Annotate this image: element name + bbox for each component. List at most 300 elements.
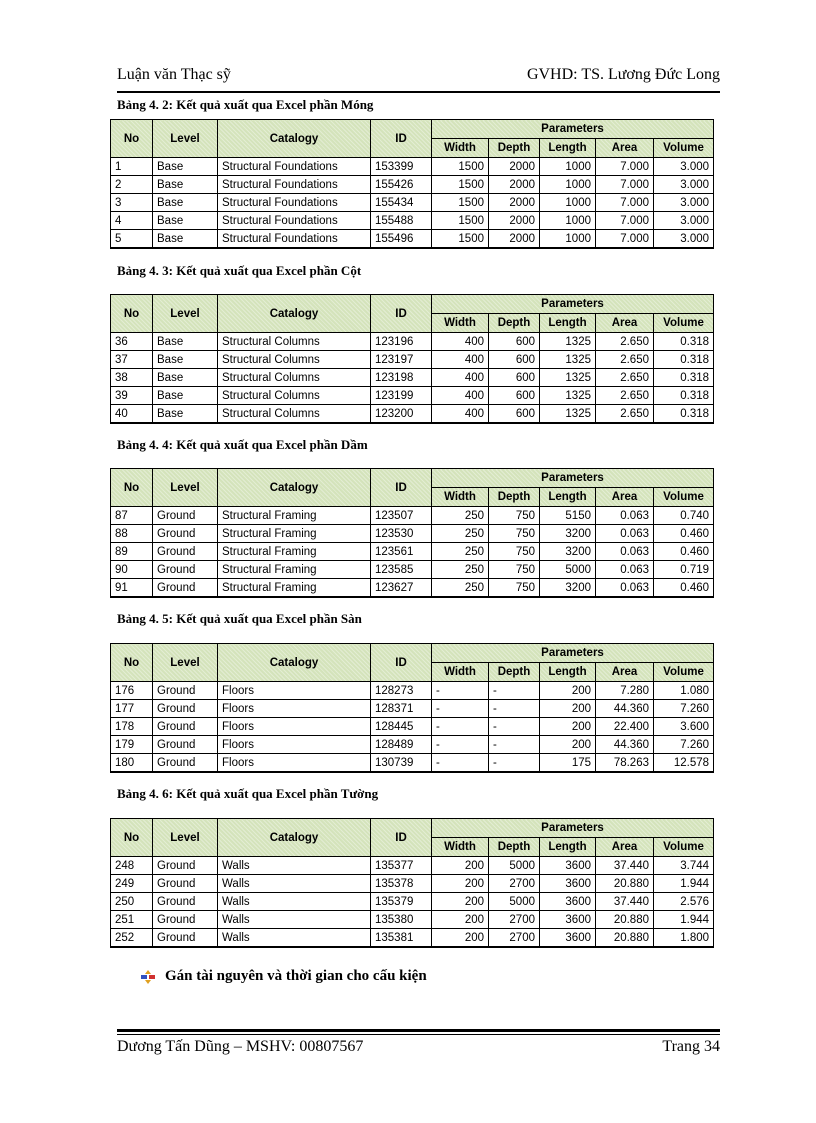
table-cell: Structural Framing bbox=[218, 543, 371, 561]
table-cell: 3600 bbox=[540, 875, 596, 893]
table-cell: 600 bbox=[489, 351, 540, 369]
table-cell: 4 bbox=[111, 212, 153, 230]
column-header-length: Length bbox=[540, 838, 596, 857]
table-cell: 0.740 bbox=[654, 507, 714, 525]
column-header-area: Area bbox=[596, 139, 654, 158]
table-cell: 5000 bbox=[489, 893, 540, 911]
table-cell: 1000 bbox=[540, 176, 596, 194]
table-cell: 20.880 bbox=[596, 911, 654, 929]
table-cell: 3200 bbox=[540, 579, 596, 598]
table-cell: 3600 bbox=[540, 893, 596, 911]
table-cell: 400 bbox=[432, 387, 489, 405]
table-cell: Base bbox=[153, 158, 218, 176]
table-cell: 2.650 bbox=[596, 369, 654, 387]
table-cell: 7.000 bbox=[596, 230, 654, 249]
header-advisor: GVHD: TS. Lương Đức Long bbox=[526, 66, 720, 83]
table-cell: 5 bbox=[111, 230, 153, 249]
table-row bbox=[111, 507, 714, 525]
table-cell: 1500 bbox=[432, 176, 489, 194]
results-table bbox=[110, 643, 714, 773]
table-row bbox=[111, 857, 714, 875]
table-cell: 1325 bbox=[540, 387, 596, 405]
table-cell: 3200 bbox=[540, 543, 596, 561]
table-cell: 38 bbox=[111, 369, 153, 387]
table-cell: - bbox=[489, 754, 540, 773]
table-cell: Ground bbox=[153, 579, 218, 598]
column-header-level: Level bbox=[153, 469, 218, 507]
table-cell: 153399 bbox=[371, 158, 432, 176]
column-header-parameters: Parameters bbox=[432, 469, 714, 488]
table-row bbox=[111, 525, 714, 543]
table-cell: 78.263 bbox=[596, 754, 654, 773]
table-cell: Base bbox=[153, 405, 218, 424]
table-cell: 1.080 bbox=[654, 682, 714, 700]
table-cell: 2000 bbox=[489, 212, 540, 230]
table-cell: 123199 bbox=[371, 387, 432, 405]
table-cell: 400 bbox=[432, 333, 489, 351]
table-cell: 750 bbox=[489, 543, 540, 561]
table-cell: 600 bbox=[489, 333, 540, 351]
table-cell: Walls bbox=[218, 893, 371, 911]
table-cell: 180 bbox=[111, 754, 153, 773]
column-header-id: ID bbox=[371, 120, 432, 158]
table-cell: 250 bbox=[432, 543, 489, 561]
table-cell: Ground bbox=[153, 893, 218, 911]
table-caption: Bảng 4. 6: Kết quả xuất qua Excel phần Tường bbox=[117, 786, 379, 801]
column-header-area: Area bbox=[596, 488, 654, 507]
table-cell: 135378 bbox=[371, 875, 432, 893]
table-cell: 1000 bbox=[540, 212, 596, 230]
table-row bbox=[111, 212, 714, 230]
table-cell: 39 bbox=[111, 387, 153, 405]
table-cell: 130739 bbox=[371, 754, 432, 773]
table-cell: Base bbox=[153, 387, 218, 405]
column-header-length: Length bbox=[540, 314, 596, 333]
table-cell: Structural Foundations bbox=[218, 176, 371, 194]
table-cell: 249 bbox=[111, 875, 153, 893]
table-cell: 2000 bbox=[489, 158, 540, 176]
table-cell: 123561 bbox=[371, 543, 432, 561]
table-cell: 3.000 bbox=[654, 230, 714, 249]
table-cell: 155496 bbox=[371, 230, 432, 249]
table-cell: 248 bbox=[111, 857, 153, 875]
table-cell: 7.280 bbox=[596, 682, 654, 700]
table-cell: 0.063 bbox=[596, 561, 654, 579]
column-header-area: Area bbox=[596, 314, 654, 333]
column-header-volume: Volume bbox=[654, 488, 714, 507]
column-header-width: Width bbox=[432, 314, 489, 333]
table-cell: Structural Columns bbox=[218, 333, 371, 351]
table-cell: 400 bbox=[432, 351, 489, 369]
table-cell: 0.460 bbox=[654, 525, 714, 543]
table-cell: 128371 bbox=[371, 700, 432, 718]
table-cell: 0.318 bbox=[654, 333, 714, 351]
table-cell: 200 bbox=[432, 929, 489, 948]
table-cell: 5000 bbox=[540, 561, 596, 579]
table-caption: Bảng 4. 3: Kết quả xuất qua Excel phần Cột bbox=[117, 263, 362, 278]
table-row bbox=[111, 579, 714, 598]
table-row bbox=[111, 736, 714, 754]
column-header-volume: Volume bbox=[654, 663, 714, 682]
table-cell: 1500 bbox=[432, 212, 489, 230]
column-header-area: Area bbox=[596, 663, 654, 682]
table-row bbox=[111, 718, 714, 736]
table-row bbox=[111, 387, 714, 405]
column-header-depth: Depth bbox=[489, 488, 540, 507]
table-cell: Structural Columns bbox=[218, 387, 371, 405]
column-header-level: Level bbox=[153, 120, 218, 158]
table-caption: Bảng 4. 5: Kết quả xuất qua Excel phần Sàn bbox=[117, 611, 362, 626]
column-header-width: Width bbox=[432, 838, 489, 857]
table-row bbox=[111, 333, 714, 351]
table-cell: 600 bbox=[489, 369, 540, 387]
column-header-depth: Depth bbox=[489, 139, 540, 158]
table-cell: 200 bbox=[432, 875, 489, 893]
column-header-no: No bbox=[111, 469, 153, 507]
table-cell: Structural Columns bbox=[218, 369, 371, 387]
table-cell: 0.063 bbox=[596, 579, 654, 598]
table-cell: 88 bbox=[111, 525, 153, 543]
table-cell: 5150 bbox=[540, 507, 596, 525]
table-cell: Floors bbox=[218, 682, 371, 700]
table-cell: 7.000 bbox=[596, 212, 654, 230]
table-cell: 7.260 bbox=[654, 736, 714, 754]
table-cell: 87 bbox=[111, 507, 153, 525]
column-header-level: Level bbox=[153, 819, 218, 857]
table-row bbox=[111, 700, 714, 718]
column-header-parameters: Parameters bbox=[432, 819, 714, 838]
table-row bbox=[111, 405, 714, 424]
table-cell: 3 bbox=[111, 194, 153, 212]
table-cell: 750 bbox=[489, 579, 540, 598]
table-cell: 0.719 bbox=[654, 561, 714, 579]
footer-rule-thick bbox=[117, 1029, 720, 1032]
table-cell: 2.650 bbox=[596, 405, 654, 424]
table-cell: 1325 bbox=[540, 333, 596, 351]
table-cell: - bbox=[432, 754, 489, 773]
table-cell: Structural Columns bbox=[218, 351, 371, 369]
table-cell: 3600 bbox=[540, 929, 596, 948]
table-cell: 200 bbox=[432, 857, 489, 875]
table-cell: 3200 bbox=[540, 525, 596, 543]
table-cell: 155426 bbox=[371, 176, 432, 194]
table-cell: Ground bbox=[153, 507, 218, 525]
column-header-id: ID bbox=[371, 819, 432, 857]
table-cell: 123196 bbox=[371, 333, 432, 351]
table-cell: 123198 bbox=[371, 369, 432, 387]
table-cell: 128273 bbox=[371, 682, 432, 700]
column-header-level: Level bbox=[153, 295, 218, 333]
table-cell: 89 bbox=[111, 543, 153, 561]
table-cell: 3.000 bbox=[654, 212, 714, 230]
table-cell: 176 bbox=[111, 682, 153, 700]
column-header-width: Width bbox=[432, 663, 489, 682]
table-cell: 0.318 bbox=[654, 369, 714, 387]
table-cell: Walls bbox=[218, 929, 371, 948]
table-cell: 12.578 bbox=[654, 754, 714, 773]
table-cell: - bbox=[489, 700, 540, 718]
header-thesis-title: Luận văn Thạc sỹ bbox=[117, 66, 231, 83]
table-cell: 0.318 bbox=[654, 405, 714, 424]
table-row bbox=[111, 875, 714, 893]
table-cell: 3.000 bbox=[654, 194, 714, 212]
table-cell: 1.944 bbox=[654, 875, 714, 893]
table-cell: - bbox=[432, 718, 489, 736]
table-cell: 1500 bbox=[432, 158, 489, 176]
table-cell: 600 bbox=[489, 387, 540, 405]
table-cell: Structural Foundations bbox=[218, 212, 371, 230]
table-cell: 2 bbox=[111, 176, 153, 194]
table-cell: 5000 bbox=[489, 857, 540, 875]
table-cell: Structural Foundations bbox=[218, 194, 371, 212]
column-header-catalogy: Catalogy bbox=[218, 120, 371, 158]
table-cell: 1500 bbox=[432, 194, 489, 212]
table-cell: 40 bbox=[111, 405, 153, 424]
table-cell: 20.880 bbox=[596, 929, 654, 948]
table-cell: Structural Foundations bbox=[218, 230, 371, 249]
table-cell: 1500 bbox=[432, 230, 489, 249]
table-cell: Base bbox=[153, 230, 218, 249]
table-row bbox=[111, 543, 714, 561]
table-cell: 1000 bbox=[540, 158, 596, 176]
table-cell: 179 bbox=[111, 736, 153, 754]
table-cell: 2.576 bbox=[654, 893, 714, 911]
table-cell: 1325 bbox=[540, 351, 596, 369]
table-cell: Ground bbox=[153, 682, 218, 700]
table-cell: Base bbox=[153, 351, 218, 369]
table-cell: 750 bbox=[489, 507, 540, 525]
column-header-no: No bbox=[111, 819, 153, 857]
table-cell: 36 bbox=[111, 333, 153, 351]
table-row bbox=[111, 158, 714, 176]
column-header-depth: Depth bbox=[489, 314, 540, 333]
table-cell: Base bbox=[153, 333, 218, 351]
table-cell: 1 bbox=[111, 158, 153, 176]
table-cell: 3600 bbox=[540, 857, 596, 875]
table-cell: 250 bbox=[432, 525, 489, 543]
column-header-volume: Volume bbox=[654, 314, 714, 333]
table-cell: 400 bbox=[432, 405, 489, 424]
bullet-icon bbox=[140, 969, 156, 985]
column-header-volume: Volume bbox=[654, 838, 714, 857]
column-header-id: ID bbox=[371, 295, 432, 333]
table-cell: Ground bbox=[153, 700, 218, 718]
table-cell: 135381 bbox=[371, 929, 432, 948]
table-cell: 3.000 bbox=[654, 176, 714, 194]
table-cell: 37.440 bbox=[596, 857, 654, 875]
table-cell: 178 bbox=[111, 718, 153, 736]
table-cell: 1.800 bbox=[654, 929, 714, 948]
table-cell: 135379 bbox=[371, 893, 432, 911]
column-header-catalogy: Catalogy bbox=[218, 819, 371, 857]
table-cell: Base bbox=[153, 212, 218, 230]
column-header-length: Length bbox=[540, 663, 596, 682]
column-header-id: ID bbox=[371, 644, 432, 682]
table-cell: 0.460 bbox=[654, 579, 714, 598]
table-cell: Ground bbox=[153, 561, 218, 579]
column-header-volume: Volume bbox=[654, 139, 714, 158]
table-cell: - bbox=[432, 682, 489, 700]
column-header-parameters: Parameters bbox=[432, 120, 714, 139]
table-cell: 7.000 bbox=[596, 194, 654, 212]
table-row bbox=[111, 682, 714, 700]
table-cell: 7.260 bbox=[654, 700, 714, 718]
table-cell: 0.063 bbox=[596, 525, 654, 543]
table-row bbox=[111, 929, 714, 948]
table-cell: Base bbox=[153, 369, 218, 387]
column-header-no: No bbox=[111, 295, 153, 333]
table-cell: 0.318 bbox=[654, 351, 714, 369]
table-cell: 200 bbox=[432, 893, 489, 911]
table-cell: Ground bbox=[153, 525, 218, 543]
table-cell: Floors bbox=[218, 700, 371, 718]
column-header-no: No bbox=[111, 644, 153, 682]
table-caption: Bảng 4. 4: Kết quả xuất qua Excel phần Dầm bbox=[117, 437, 368, 452]
table-cell: 175 bbox=[540, 754, 596, 773]
column-header-catalogy: Catalogy bbox=[218, 469, 371, 507]
table-cell: Base bbox=[153, 194, 218, 212]
table-cell: 2000 bbox=[489, 194, 540, 212]
table-cell: - bbox=[489, 736, 540, 754]
column-header-length: Length bbox=[540, 139, 596, 158]
table-cell: 1325 bbox=[540, 405, 596, 424]
table-cell: 200 bbox=[432, 911, 489, 929]
table-cell: 750 bbox=[489, 525, 540, 543]
results-table bbox=[110, 818, 714, 948]
column-header-catalogy: Catalogy bbox=[218, 644, 371, 682]
table-cell: 123627 bbox=[371, 579, 432, 598]
table-row bbox=[111, 194, 714, 212]
table-cell: 3600 bbox=[540, 911, 596, 929]
table-cell: - bbox=[432, 736, 489, 754]
table-cell: 250 bbox=[432, 507, 489, 525]
table-cell: 2000 bbox=[489, 230, 540, 249]
table-cell: 0.063 bbox=[596, 507, 654, 525]
table-cell: Walls bbox=[218, 857, 371, 875]
table-cell: 600 bbox=[489, 405, 540, 424]
table-row bbox=[111, 230, 714, 249]
table-cell: 37.440 bbox=[596, 893, 654, 911]
table-row bbox=[111, 351, 714, 369]
table-cell: Structural Columns bbox=[218, 405, 371, 424]
table-cell: 44.360 bbox=[596, 700, 654, 718]
results-table bbox=[110, 119, 714, 249]
footer-rule-thin bbox=[117, 1034, 720, 1035]
column-header-parameters: Parameters bbox=[432, 295, 714, 314]
table-cell: Ground bbox=[153, 736, 218, 754]
table-cell: Floors bbox=[218, 754, 371, 773]
table-caption: Bảng 4. 2: Kết quả xuất qua Excel phần Móng bbox=[117, 97, 374, 112]
column-header-width: Width bbox=[432, 139, 489, 158]
table-cell: 200 bbox=[540, 682, 596, 700]
column-header-catalogy: Catalogy bbox=[218, 295, 371, 333]
column-header-length: Length bbox=[540, 488, 596, 507]
table-cell: 123585 bbox=[371, 561, 432, 579]
bullet-heading: Gán tài nguyên và thời gian cho cấu kiện bbox=[165, 968, 427, 984]
footer-page-number: Trang 34 bbox=[662, 1038, 720, 1055]
table-cell: Base bbox=[153, 176, 218, 194]
column-header-area: Area bbox=[596, 838, 654, 857]
table-cell: Ground bbox=[153, 543, 218, 561]
table-cell: 155434 bbox=[371, 194, 432, 212]
table-cell: 3.000 bbox=[654, 158, 714, 176]
table-cell: 1.944 bbox=[654, 911, 714, 929]
table-cell: 135380 bbox=[371, 911, 432, 929]
table-cell: 135377 bbox=[371, 857, 432, 875]
table-cell: Ground bbox=[153, 875, 218, 893]
table-cell: 2700 bbox=[489, 875, 540, 893]
table-cell: 155488 bbox=[371, 212, 432, 230]
table-cell: 177 bbox=[111, 700, 153, 718]
table-cell: Structural Framing bbox=[218, 579, 371, 598]
table-cell: 250 bbox=[111, 893, 153, 911]
table-cell: 750 bbox=[489, 561, 540, 579]
table-cell: - bbox=[489, 682, 540, 700]
table-cell: Ground bbox=[153, 718, 218, 736]
table-cell: 250 bbox=[432, 579, 489, 598]
table-cell: 123197 bbox=[371, 351, 432, 369]
table-cell: 2700 bbox=[489, 911, 540, 929]
table-cell: 0.063 bbox=[596, 543, 654, 561]
column-header-width: Width bbox=[432, 488, 489, 507]
table-cell: 3.600 bbox=[654, 718, 714, 736]
table-cell: 1325 bbox=[540, 369, 596, 387]
table-cell: 2700 bbox=[489, 929, 540, 948]
table-row bbox=[111, 893, 714, 911]
table-cell: 200 bbox=[540, 736, 596, 754]
table-cell: 20.880 bbox=[596, 875, 654, 893]
footer-author: Dương Tấn Dũng – MSHV: 00807567 bbox=[117, 1038, 364, 1055]
column-header-depth: Depth bbox=[489, 663, 540, 682]
column-header-id: ID bbox=[371, 469, 432, 507]
table-cell: 1000 bbox=[540, 194, 596, 212]
table-cell: Structural Framing bbox=[218, 525, 371, 543]
table-cell: Walls bbox=[218, 875, 371, 893]
page-header bbox=[117, 66, 720, 90]
table-cell: 0.318 bbox=[654, 387, 714, 405]
table-cell: 123200 bbox=[371, 405, 432, 424]
table-cell: 37 bbox=[111, 351, 153, 369]
table-cell: Ground bbox=[153, 857, 218, 875]
table-row bbox=[111, 369, 714, 387]
table-cell: 251 bbox=[111, 911, 153, 929]
results-table bbox=[110, 468, 714, 598]
column-header-parameters: Parameters bbox=[432, 644, 714, 663]
table-cell: Structural Framing bbox=[218, 507, 371, 525]
table-cell: 90 bbox=[111, 561, 153, 579]
table-cell: 7.000 bbox=[596, 158, 654, 176]
table-cell: 2000 bbox=[489, 176, 540, 194]
table-row bbox=[111, 754, 714, 773]
table-cell: Ground bbox=[153, 754, 218, 773]
table-cell: Ground bbox=[153, 929, 218, 948]
table-cell: - bbox=[489, 718, 540, 736]
table-cell: 123507 bbox=[371, 507, 432, 525]
table-row bbox=[111, 176, 714, 194]
table-cell: 400 bbox=[432, 369, 489, 387]
table-cell: Floors bbox=[218, 736, 371, 754]
table-cell: - bbox=[432, 700, 489, 718]
table-cell: 1000 bbox=[540, 230, 596, 249]
table-cell: Walls bbox=[218, 911, 371, 929]
column-header-depth: Depth bbox=[489, 838, 540, 857]
column-header-level: Level bbox=[153, 644, 218, 682]
table-cell: 200 bbox=[540, 700, 596, 718]
table-cell: 2.650 bbox=[596, 387, 654, 405]
table-cell: 128445 bbox=[371, 718, 432, 736]
table-cell: 123530 bbox=[371, 525, 432, 543]
column-header-no: No bbox=[111, 120, 153, 158]
